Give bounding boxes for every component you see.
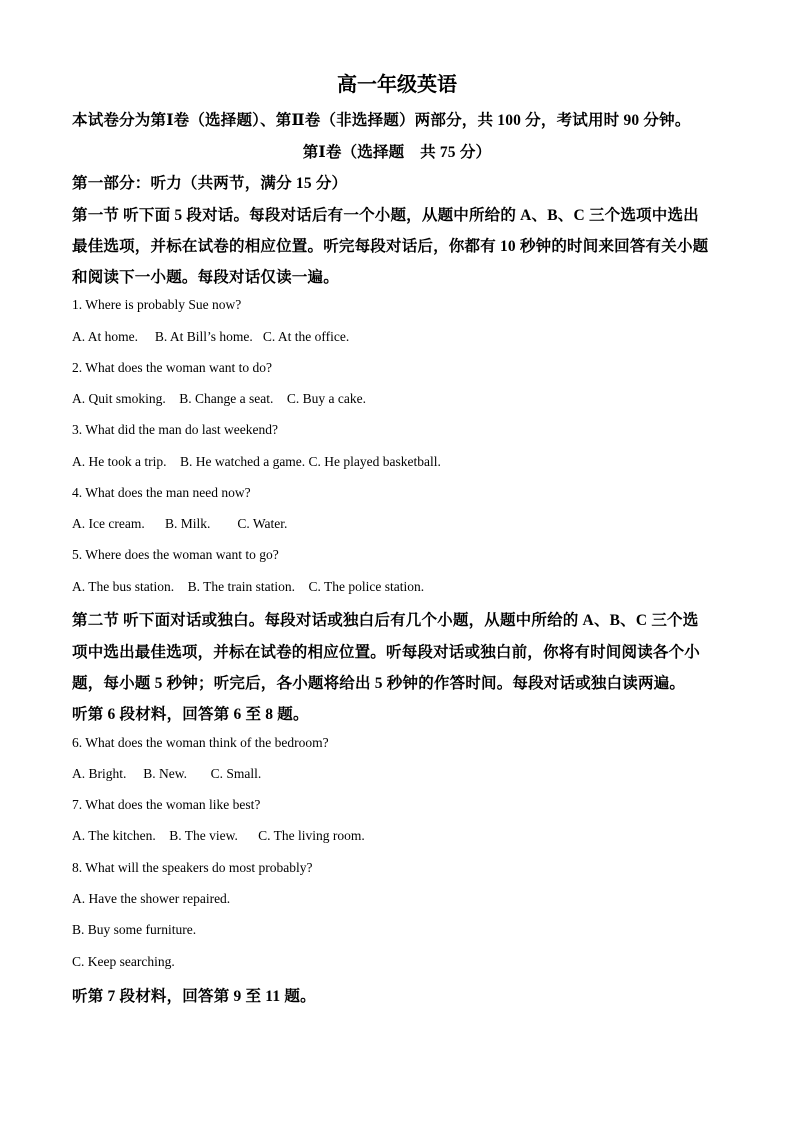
- question-1: 1. Where is probably Sue now?: [72, 297, 242, 312]
- sec1-instruction-line: 和阅读下一小题。每段对话仅读一遍。: [72, 269, 339, 286]
- question-3: 3. What did the man do last weekend?: [72, 422, 278, 437]
- material-6-heading: 听第 6 段材料，回答第 6 至 8 题。: [72, 706, 309, 723]
- sec1-instruction-line: 最佳选项，并标在试卷的相应位置。听完每段对话后，你都有 10 秒钟的时间来回答有关小题: [72, 238, 709, 255]
- question-3-options: A. He took a trip. B. He watched a game. C. He played basketball.: [72, 454, 441, 469]
- part1-heading: 第Ⅰ卷（选择题 共 75 分）: [302, 144, 492, 161]
- question-7-options: A. The kitchen. B. The view. C. The living room.: [72, 828, 365, 843]
- question-4: 4. What does the man need now?: [72, 485, 251, 500]
- sec2-instruction-line: 第二节 听下面对话或独白。每段对话或独白后有几个小题，从题中所给的 A、B、C 三个选: [72, 612, 699, 629]
- question-1-options: A. At home. B. At Bill’s home. C. At the office.: [72, 329, 350, 344]
- question-8-option-c: C. Keep searching.: [72, 954, 175, 969]
- question-8: 8. What will the speakers do most probably?: [72, 860, 313, 875]
- sec2-instruction-line: 项中选出最佳选项，并标在试卷的相应位置。听每段对话或独白前，你将有时间阅读各个小: [72, 644, 701, 661]
- exam-intro: 本试卷分为第Ⅰ卷（选择题）、第Ⅱ卷（非选择题）两部分，共 100 分，考试用时 90 分钟。: [72, 112, 691, 129]
- question-5-options: A. The bus station. B. The train station. C. The police station.: [72, 579, 425, 594]
- question-8-option-a: A. Have the shower repaired.: [72, 891, 231, 906]
- question-6-options: A. Bright. B. New. C. Small.: [72, 766, 262, 781]
- question-2: 2. What does the woman want to do?: [72, 360, 272, 375]
- question-7: 7. What does the woman like best?: [72, 797, 261, 812]
- sec2-instruction-line: 题，每小题 5 秒钟；听完后，各小题将给出 5 秒钟的作答时间。每段对话或独白读两遍。: [72, 675, 686, 692]
- question-4-options: A. Ice cream. B. Milk. C. Water.: [72, 516, 288, 531]
- question-5: 5. Where does the woman want to go?: [72, 547, 279, 562]
- question-6: 6. What does the woman think of the bedroom?: [72, 735, 329, 750]
- question-8-option-b: B. Buy some furniture.: [72, 922, 197, 937]
- section-heading: 第一部分：听力（共两节，满分 15 分）: [72, 175, 348, 192]
- sec1-instruction-line: 第一节 听下面 5 段对话。每段对话后有一个小题，从题中所给的 A、B、C 三个选项中选出: [72, 207, 699, 224]
- page-title: 高一年级英语: [337, 74, 457, 96]
- material-7-heading: 听第 7 段材料，回答第 9 至 11 题。: [72, 988, 316, 1005]
- question-2-options: A. Quit smoking. B. Change a seat. C. Buy a cake.: [72, 391, 366, 406]
